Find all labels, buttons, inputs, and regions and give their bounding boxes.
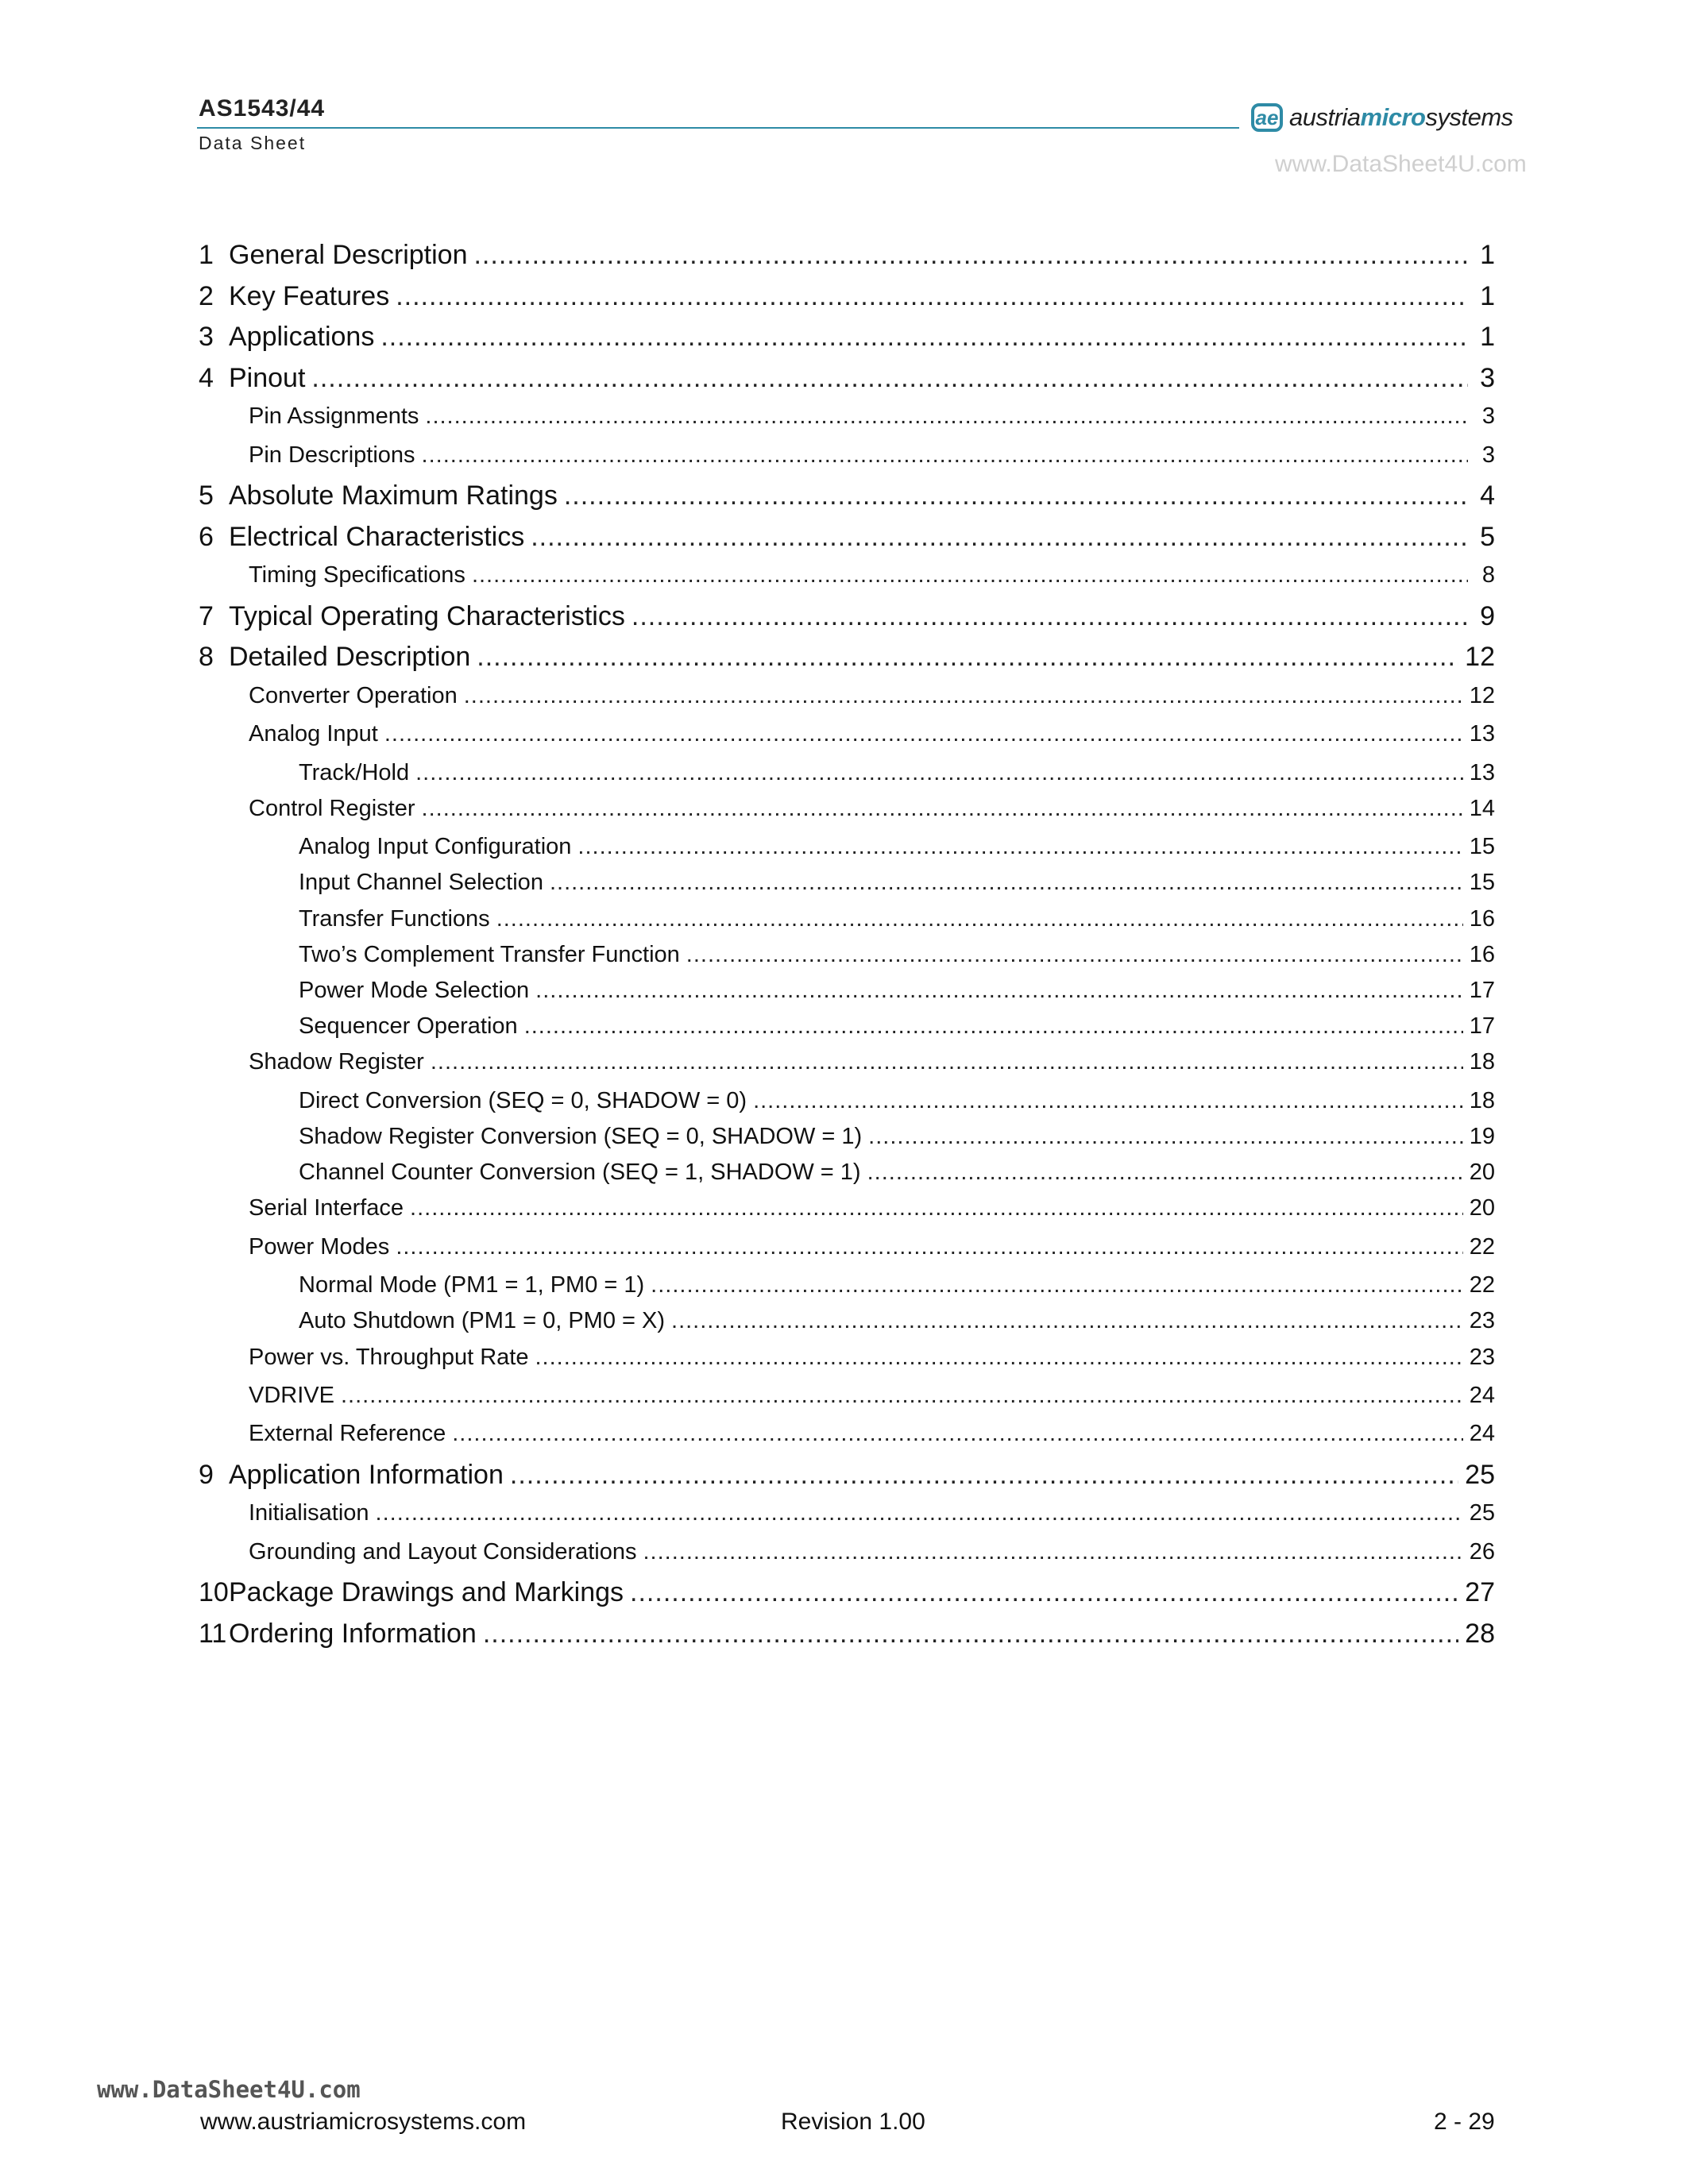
- toc-leader-dots: [577, 834, 1462, 860]
- toc-entry[interactable]: [199, 1013, 1495, 1049]
- toc-entry[interactable]: [199, 322, 1495, 363]
- toc-entry[interactable]: [199, 721, 1495, 759]
- toc-entry-title: Pin Assignments: [249, 403, 419, 430]
- toc-entry-page: 16: [1469, 941, 1495, 967]
- toc-entry-title: Pin Descriptions: [249, 442, 415, 468]
- toc-entry[interactable]: [199, 1272, 1495, 1308]
- toc-entry-page: 25: [1469, 1500, 1495, 1526]
- toc-entry-number: 1: [199, 240, 214, 270]
- toc-entry-page: 28: [1465, 1618, 1495, 1649]
- toc-entry-page: 13: [1469, 721, 1495, 747]
- toc-entry[interactable]: [199, 906, 1495, 942]
- toc-entry-title: Initialisation: [249, 1500, 369, 1526]
- toc-entry-title: Channel Counter Conversion (SEQ = 1, SHADOW = 1): [299, 1160, 861, 1186]
- toc-entry-title: Pinout: [229, 362, 306, 393]
- toc-leader-dots: [531, 522, 1468, 553]
- toc-leader-dots: [422, 442, 1468, 469]
- toc-entry-title: Shadow Register: [249, 1049, 424, 1075]
- toc-leader-dots: [686, 942, 1463, 968]
- toc-leader-dots: [564, 480, 1468, 511]
- toc-entry-title: Auto Shutdown (PM1 = 0, PM0 = X): [299, 1308, 666, 1334]
- toc-entry-page: 18: [1469, 1087, 1495, 1113]
- toc-leader-dots: [311, 363, 1468, 394]
- toc-leader-dots: [380, 322, 1468, 353]
- toc-leader-dots: [868, 1124, 1463, 1150]
- toc-entry-title: Application Information: [229, 1459, 504, 1490]
- toc-entry-title: VDRIVE: [249, 1382, 334, 1408]
- toc-entry-page: 3: [1480, 362, 1495, 393]
- toc-entry-page: 1: [1480, 240, 1495, 270]
- toc-entry-title: Sequencer Operation: [299, 1013, 518, 1040]
- logo-text-part-1: austria: [1289, 103, 1361, 131]
- toc-entry-number: 9: [199, 1459, 214, 1490]
- toc-entry[interactable]: [199, 1308, 1495, 1344]
- toc-entry[interactable]: [199, 1088, 1495, 1124]
- footer-page-number: 2 - 29: [1434, 2109, 1495, 2135]
- toc-entry[interactable]: [199, 642, 1495, 683]
- toc-entry-title: Control Register: [249, 795, 415, 821]
- toc-entry-title: Converter Operation: [249, 682, 458, 708]
- toc-leader-dots: [535, 1345, 1463, 1371]
- toc-entry-number: 6: [199, 521, 214, 552]
- toc-entry-title: Key Features: [229, 280, 390, 311]
- watermark-link-top[interactable]: www.DataSheet4U.com: [1275, 151, 1527, 177]
- toc-entry[interactable]: [199, 1195, 1495, 1233]
- toc-leader-dots: [472, 562, 1468, 588]
- logo-text-part-2: micro: [1360, 103, 1426, 131]
- toc-entry-page: 24: [1469, 1421, 1495, 1447]
- toc-entry-title: Absolute Maximum Ratings: [229, 480, 558, 511]
- toc-entry-page: 4: [1480, 480, 1495, 511]
- toc-entry-title: Track/Hold: [299, 759, 410, 785]
- toc-entry-page: 3: [1481, 442, 1495, 468]
- toc-leader-dots: [396, 281, 1468, 312]
- toc-entry[interactable]: [199, 1421, 1495, 1459]
- toc-entry-page: 1: [1480, 280, 1495, 311]
- toc-entry-title: Applications: [229, 322, 375, 353]
- toc-entry-page: 12: [1465, 642, 1495, 673]
- toc-leader-dots: [425, 403, 1468, 430]
- toc-entry-page: 20: [1469, 1195, 1495, 1221]
- toc-entry-number: 3: [199, 322, 214, 353]
- toc-entry-page: 27: [1465, 1577, 1495, 1608]
- toc-entry[interactable]: [199, 760, 1495, 796]
- toc-entry-page: 8: [1481, 562, 1495, 588]
- toc-leader-dots: [376, 1500, 1463, 1526]
- toc-entry-page: 17: [1469, 978, 1495, 1004]
- toc-leader-dots: [671, 1308, 1463, 1334]
- toc-leader-dots: [415, 760, 1463, 786]
- toc-entry-title: Typical Operating Characteristics: [229, 600, 625, 631]
- toc-entry-title: Transfer Functions: [299, 905, 490, 932]
- toc-entry[interactable]: [199, 1460, 1495, 1501]
- document-title: AS1543/44: [199, 95, 326, 122]
- toc-leader-dots: [341, 1383, 1463, 1409]
- toc-entry-page: 26: [1469, 1538, 1495, 1565]
- toc-entry-number: 5: [199, 480, 214, 511]
- toc-entry[interactable]: [199, 1539, 1495, 1577]
- toc-entry[interactable]: [199, 1160, 1495, 1195]
- toc-entry-page: 15: [1469, 870, 1495, 896]
- toc-entry-title: Electrical Characteristics: [229, 521, 525, 552]
- table-of-contents: [199, 240, 1495, 1659]
- toc-entry[interactable]: [199, 601, 1495, 642]
- toc-entry-title: Analog Input: [249, 721, 378, 747]
- toc-entry-number: 11: [199, 1618, 227, 1649]
- footer-website-link[interactable]: www.austriamicrosystems.com: [200, 2109, 527, 2135]
- toc-entry-page: 23: [1469, 1344, 1495, 1370]
- toc-entry-title: Detailed Description: [229, 642, 471, 673]
- toc-leader-dots: [483, 1619, 1458, 1650]
- toc-leader-dots: [396, 1234, 1462, 1260]
- toc-entry-page: 23: [1469, 1308, 1495, 1334]
- toc-entry-number: 4: [199, 362, 214, 393]
- toc-entry[interactable]: [199, 1619, 1495, 1660]
- company-logo: [1251, 103, 1513, 132]
- toc-entry[interactable]: [199, 442, 1495, 480]
- toc-leader-dots: [643, 1539, 1463, 1565]
- toc-leader-dots: [510, 1460, 1458, 1491]
- toc-entry-title: Two’s Complement Transfer Function: [299, 941, 680, 967]
- toc-entry[interactable]: [199, 1577, 1495, 1619]
- toc-entry[interactable]: [199, 480, 1495, 522]
- toc-entry-title: Shadow Register Conversion (SEQ = 0, SHADOW = 1): [299, 1123, 863, 1149]
- toc-entry-page: 20: [1469, 1160, 1495, 1186]
- toc-entry[interactable]: [199, 796, 1495, 834]
- toc-entry[interactable]: [199, 1049, 1495, 1087]
- toc-leader-dots: [632, 601, 1468, 632]
- toc-entry-page: 12: [1469, 682, 1495, 708]
- toc-entry-title: Timing Specifications: [249, 562, 465, 588]
- toc-leader-dots: [410, 1195, 1463, 1221]
- toc-entry-number: 7: [199, 600, 214, 631]
- toc-entry-page: 18: [1469, 1049, 1495, 1075]
- toc-entry[interactable]: [199, 240, 1495, 281]
- toc-entry-title: Normal Mode (PM1 = 1, PM0 = 1): [299, 1272, 645, 1298]
- watermark-link-bottom[interactable]: www.DataSheet4U.com: [97, 2076, 361, 2103]
- toc-entry-page: 14: [1469, 795, 1495, 821]
- toc-entry-title: Package Drawings and Markings: [229, 1577, 624, 1608]
- header-rule: [197, 127, 1239, 129]
- toc-entry-page: 19: [1469, 1123, 1495, 1149]
- toc-entry-page: 5: [1480, 521, 1495, 552]
- toc-entry[interactable]: [199, 281, 1495, 322]
- document-subtitle: Data Sheet: [199, 133, 307, 153]
- toc-entry[interactable]: [199, 363, 1495, 404]
- toc-leader-dots: [630, 1577, 1458, 1608]
- toc-leader-dots: [535, 978, 1463, 1004]
- logo-mark-icon: ae: [1251, 103, 1283, 132]
- toc-entry-title: Power Modes: [249, 1233, 390, 1260]
- toc-leader-dots: [473, 240, 1468, 271]
- toc-entry[interactable]: [199, 1124, 1495, 1160]
- toc-entry-page: 1: [1480, 322, 1495, 353]
- toc-entry-title: Ordering Information: [229, 1618, 477, 1649]
- toc-entry-title: General Description: [229, 240, 468, 270]
- toc-leader-dots: [464, 683, 1463, 709]
- toc-entry-title: Serial Interface: [249, 1195, 404, 1221]
- toc-leader-dots: [384, 721, 1463, 747]
- toc-entry[interactable]: [199, 1383, 1495, 1421]
- toc-entry-page: 16: [1469, 905, 1495, 932]
- toc-entry[interactable]: [199, 1234, 1495, 1272]
- toc-entry-title: Direct Conversion (SEQ = 0, SHADOW = 0): [299, 1087, 747, 1113]
- logo-text-part-3: systems: [1425, 103, 1513, 131]
- toc-leader-dots: [477, 642, 1458, 673]
- toc-leader-dots: [753, 1088, 1463, 1114]
- toc-entry[interactable]: [199, 403, 1495, 442]
- toc-entry-page: 25: [1465, 1459, 1495, 1490]
- toc-leader-dots: [867, 1160, 1463, 1186]
- toc-entry-number: 8: [199, 642, 214, 673]
- toc-entry-page: 3: [1481, 403, 1495, 430]
- toc-entry[interactable]: [199, 1500, 1495, 1538]
- toc-entry[interactable]: [199, 522, 1495, 563]
- toc-entry-title: Grounding and Layout Considerations: [249, 1538, 637, 1565]
- toc-entry-page: 15: [1469, 834, 1495, 860]
- toc-entry-title: Input Channel Selection: [299, 870, 543, 896]
- toc-entry-page: 24: [1469, 1382, 1495, 1408]
- toc-entry-number: 2: [199, 280, 214, 311]
- toc-leader-dots: [550, 870, 1463, 896]
- toc-leader-dots: [496, 906, 1463, 932]
- toc-entry-number: 10: [199, 1577, 229, 1608]
- toc-entry[interactable]: [199, 683, 1495, 721]
- toc-entry-title: External Reference: [249, 1421, 446, 1447]
- toc-entry[interactable]: [199, 834, 1495, 870]
- logo-text: [1289, 103, 1513, 132]
- toc-leader-dots: [524, 1013, 1463, 1040]
- toc-leader-dots: [452, 1421, 1462, 1447]
- toc-entry-page: 13: [1469, 759, 1495, 785]
- toc-entry[interactable]: [199, 1345, 1495, 1383]
- toc-entry[interactable]: [199, 870, 1495, 905]
- toc-leader-dots: [422, 796, 1463, 822]
- toc-entry-page: 17: [1469, 1013, 1495, 1040]
- toc-entry-title: Power Mode Selection: [299, 978, 530, 1004]
- toc-entry-page: 9: [1480, 600, 1495, 631]
- toc-leader-dots: [651, 1272, 1463, 1298]
- toc-entry[interactable]: [199, 942, 1495, 978]
- toc-entry-title: Power vs. Throughput Rate: [249, 1344, 529, 1370]
- toc-entry-page: 22: [1469, 1233, 1495, 1260]
- toc-entry[interactable]: [199, 978, 1495, 1013]
- toc-entry-title: Analog Input Configuration: [299, 834, 572, 860]
- toc-entry-page: 22: [1469, 1272, 1495, 1298]
- toc-entry[interactable]: [199, 562, 1495, 600]
- footer-revision: Revision 1.00: [781, 2109, 925, 2135]
- toc-leader-dots: [431, 1049, 1463, 1075]
